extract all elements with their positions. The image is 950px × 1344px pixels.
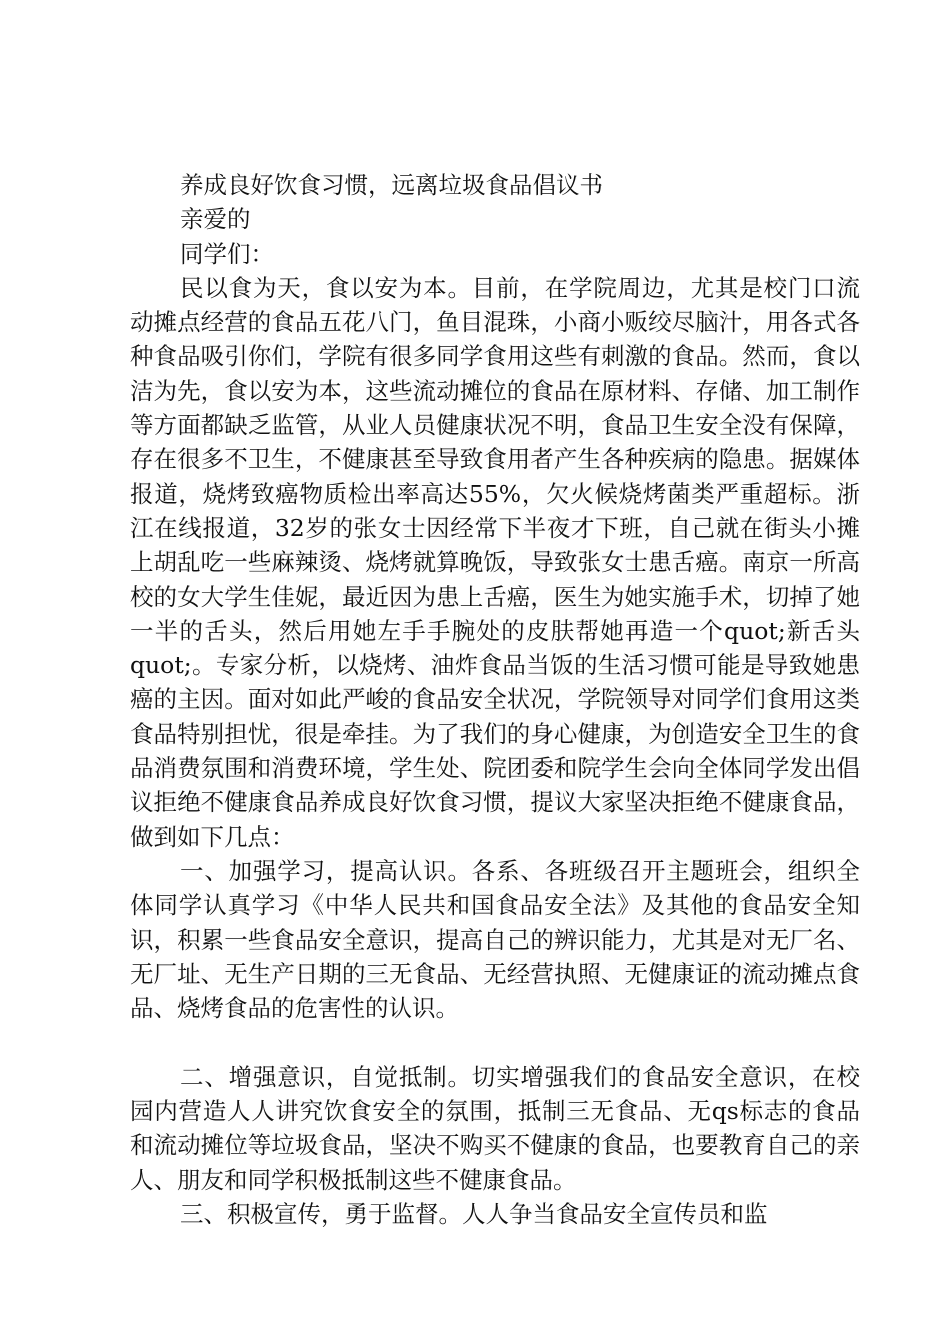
paragraph-point-2: 二、增强意识，自觉抵制。切实增强我们的食品安全意识，在校园内营造人人讲究饮食安全的氛围，抵制三无食品、无qs标志的食品和流动摊位等垃圾食品，坚决不购买不健康的食品，也要教育自己的亲人、朋友和同学积极抵制这些不健康食品。 — [130, 1062, 860, 1194]
document-body — [130, 168, 860, 1231]
paragraph-point-1: 一、加强学习，提高认识。各系、各班级召开主题班会，组织全体同学认真学习《中华人民共和国食品安全法》及其他的食品安全知识，积累一些食品安全意识，提高自己的辨识能力，尤其是对无厂名、无厂址、无生产日期的三无食品、无经营执照、无健康证的流动摊点食品、烧烤食品的危害性的认识。 — [130, 856, 860, 1023]
salutation-line-1: 亲爱的 — [180, 205, 251, 234]
document-title: 养成良好饮食习惯，远离垃圾食品倡议书 — [180, 171, 603, 199]
blank-line — [130, 1025, 860, 1059]
paragraph-point-3: 三、积极宣传，勇于监督。人人争当食品安全宣传员和监 — [180, 1199, 768, 1228]
salutation-line-2: 同学们： — [180, 239, 274, 268]
paragraph-intro: 民以食为天，食以安为本。目前，在学院周边，尤其是校门口流动摊点经营的食品五花八门，鱼目混珠，小商小贩绞尽脑汁，用各式各种食品吸引你们，学院有很多同学食用这些有刺激的食品。然而，食以洁为先，食以安为本，这些流动摊位的食品在原材料、存储、加工制作等方面都缺乏监管，从业人员健康状况不明，食品卫生安全没有保障，存在很多不卫生，不健康甚至导致食用者产生各种疾病的隐患。据媒体报道，烧烤致癌物质检出率高达55%，欠火候烧烤菌类严重超标。浙江在线报道，32岁的张女士因经常下半夜才下班，自己就在街头小摊上胡乱吃一些麻辣烫、烧烤就算晚饭，导致张女士患舌癌。南京一所高校的女大学生佳妮，最近因为患上舌癌，医生为她实施手术，切掉了她一半的舌头，然后用她左手手腕处的皮肤帮她再造一个quot;新舌头quot;。专家分析，以烧烤、油炸食品当饭的生活习惯可能是导致她患癌的主因。面对如此严峻的食品安全状况，学院领导对同学们食用这类食品特别担忧，很是牵挂。为了我们的身心健康，为创造安全卫生的食品消费氛围和消费环境，学生处、院团委和院学生会向全体同学发出倡议拒绝不健康食品养成良好饮食习惯，提议大家坚决拒绝不健康食品，做到如下几点： — [130, 273, 860, 851]
